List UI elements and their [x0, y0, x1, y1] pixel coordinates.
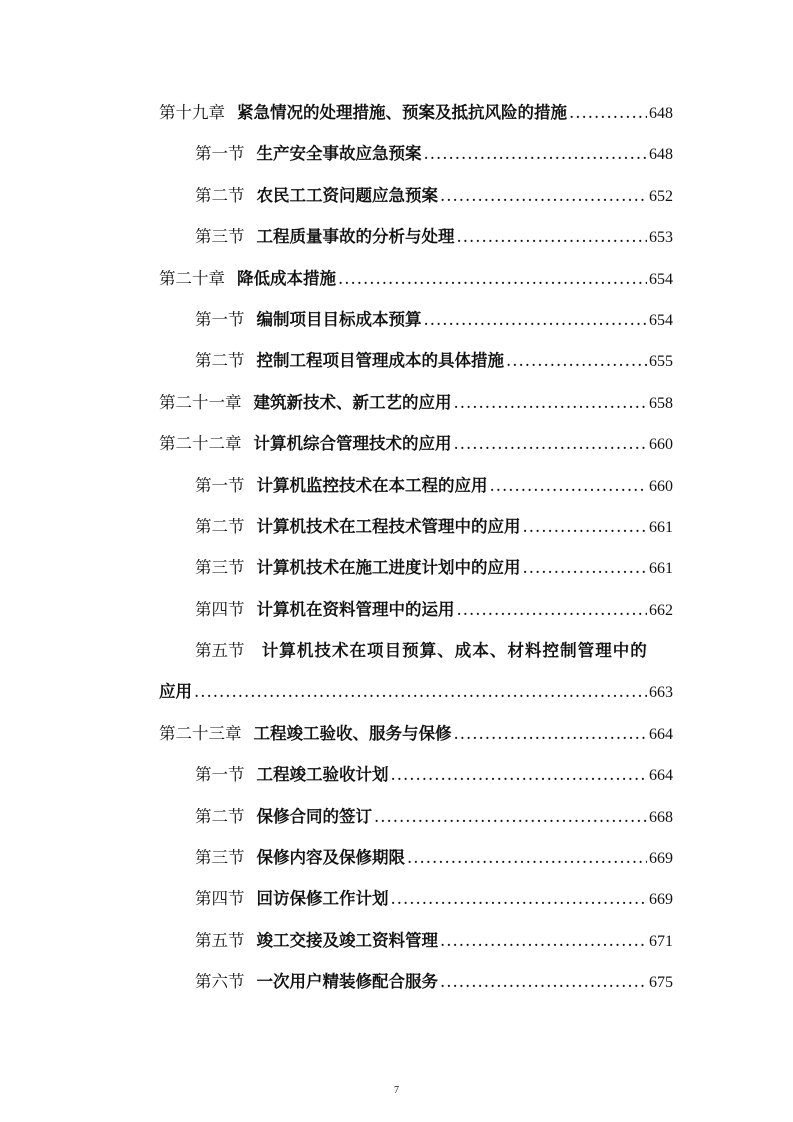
toc-entry-continuation[interactable] — [159, 671, 673, 712]
toc-entry-page: 668 — [649, 808, 673, 826]
toc-leader-dots — [490, 465, 648, 506]
toc-entry-section[interactable] — [159, 299, 673, 340]
toc-entry-title: 建筑新技术、新工艺的应用 — [253, 392, 452, 412]
toc-entry-number: 第二节 — [195, 185, 245, 205]
toc-entry-number: 第一节 — [195, 309, 245, 329]
toc-entry-title: 工程竣工验收计划 — [256, 765, 389, 785]
toc-entry-title: 计算机综合管理技术的应用 — [253, 434, 452, 454]
toc-entry-page: 660 — [649, 477, 673, 495]
toc-entry-chapter-20[interactable] — [159, 258, 673, 299]
toc-leader-dots — [440, 920, 647, 961]
toc-entry-number: 第五节 — [195, 930, 245, 950]
toc-entry-number: 第一节 — [195, 765, 245, 785]
toc-entry-title: 计算机在资料管理中的运用 — [256, 599, 455, 619]
toc-entry-page: 664 — [649, 725, 673, 743]
toc-entry-page: 652 — [649, 187, 673, 205]
toc-entry-title: 编制项目目标成本预算 — [256, 309, 422, 329]
toc-entry-number: 第一节 — [195, 475, 245, 495]
toc-entry-section[interactable] — [159, 837, 673, 878]
toc-leader-dots — [424, 299, 648, 340]
toc-entry-section[interactable] — [159, 175, 673, 216]
toc-entry-title-continuation: 应用 — [159, 682, 192, 702]
toc-entry-page: 662 — [649, 601, 673, 619]
toc-leader-dots — [374, 796, 647, 837]
toc-entry-page: 661 — [649, 518, 673, 536]
toc-entry-page: 671 — [649, 932, 673, 950]
toc-entry-number: 第二十一章 — [159, 392, 242, 412]
toc-entry-section[interactable] — [159, 754, 673, 795]
footer-page-number: 7 — [394, 1085, 399, 1096]
toc-leader-dots — [194, 671, 647, 712]
toc-entry-section-wrapped[interactable] — [159, 630, 673, 671]
toc-entry-section[interactable] — [159, 216, 673, 257]
toc-entry-title: 紧急情况的处理措施、预案及抵抗风险的措施 — [237, 103, 567, 122]
toc-leader-dots — [457, 589, 648, 630]
toc-entry-section[interactable] — [159, 133, 673, 174]
toc-entry-section[interactable] — [159, 589, 673, 630]
toc-entry-number: 第二十二章 — [159, 434, 242, 454]
toc-entry-chapter-23[interactable] — [159, 713, 673, 754]
toc-entry-title: 一次用户精装修配合服务 — [256, 972, 438, 992]
toc-entry-number: 第四节 — [195, 599, 245, 619]
toc-entry-chapter-21[interactable] — [159, 382, 673, 423]
toc-entry-page: 661 — [649, 560, 673, 578]
toc-entry-title: 保修合同的签订 — [256, 806, 372, 826]
toc-entry-title: 工程竣工验收、服务与保修 — [253, 723, 452, 743]
toc-entry-page: 648 — [649, 105, 673, 122]
toc-entry-number: 第二十章 — [159, 268, 225, 288]
toc-entry-title: 竣工交接及竣工资料管理 — [256, 930, 438, 950]
toc-entry-section[interactable] — [159, 961, 673, 1002]
toc-entry-number: 第二节 — [195, 806, 245, 826]
toc-entry-page: 663 — [649, 684, 673, 702]
toc-entry-number: 第三节 — [195, 558, 245, 578]
toc-entry-title: 农民工工资问题应急预案 — [256, 185, 438, 205]
toc-entry-section[interactable] — [159, 796, 673, 837]
toc-entry-title: 计算机技术在施工进度计划中的应用 — [256, 558, 521, 578]
toc-entry-title: 回访保修工作计划 — [256, 889, 389, 909]
toc-leader-dots — [424, 133, 648, 174]
toc-entry-page: 660 — [649, 436, 673, 454]
toc-entry-chapter-22[interactable] — [159, 423, 673, 464]
toc-entry-number: 第二十三章 — [159, 723, 242, 743]
toc-entry-page: 648 — [649, 146, 673, 164]
toc-entry-title: 生产安全事故应急预案 — [256, 144, 422, 164]
toc-entry-number: 第二节 — [195, 516, 245, 536]
toc-entry-page: 654 — [649, 311, 673, 329]
toc-entry-page: 658 — [649, 394, 673, 412]
toc-entry-section[interactable] — [159, 506, 673, 547]
toc-leader-dots — [391, 754, 648, 795]
toc-entry-section[interactable] — [159, 920, 673, 961]
toc-entry-number: 第三节 — [195, 848, 245, 868]
toc-entry-page: 655 — [649, 353, 673, 371]
toc-entry-page: 669 — [649, 850, 673, 868]
toc-leader-dots — [523, 547, 648, 588]
toc-entry-number: 第四节 — [195, 889, 245, 909]
toc-leader-dots — [440, 175, 647, 216]
toc-entry-page: 664 — [649, 767, 673, 785]
toc-entry-title: 降低成本措施 — [237, 268, 336, 288]
toc-entry-title: 计算机监控技术在本工程的应用 — [256, 475, 488, 495]
toc-entry-section[interactable] — [159, 547, 673, 588]
toc-entry-number: 第五节 — [195, 641, 245, 661]
toc-entry-title: 计算机技术在工程技术管理中的应用 — [256, 516, 521, 536]
toc-entry-page: 675 — [649, 974, 673, 992]
toc-entry-number: 第二节 — [195, 351, 245, 371]
toc-leader-dots — [506, 340, 647, 381]
toc-entry-number: 第三节 — [195, 227, 245, 247]
toc-entry-section[interactable] — [159, 878, 673, 919]
toc-leader-dots — [457, 216, 648, 257]
toc-entry-section[interactable] — [159, 340, 673, 381]
toc-entry-section[interactable] — [159, 465, 673, 506]
toc-leader-dots — [523, 506, 648, 547]
toc-entry-page: 653 — [649, 229, 673, 247]
toc-leader-dots — [454, 713, 648, 754]
toc-entry-title: 控制工程项目管理成本的具体措施 — [256, 351, 504, 371]
toc-entry-title: 工程质量事故的分析与处理 — [256, 227, 455, 247]
toc-entry-chapter-19[interactable] — [159, 92, 673, 133]
toc-entry-page: 654 — [649, 270, 673, 288]
toc-entry-number: 第一节 — [195, 144, 245, 164]
toc-leader-dots — [569, 92, 647, 133]
toc-leader-dots — [407, 837, 647, 878]
toc-leader-dots — [454, 382, 648, 423]
toc-leader-dots — [440, 961, 647, 1002]
toc-leader-dots — [338, 258, 647, 299]
toc-entry-title: 保修内容及保修期限 — [256, 848, 405, 868]
toc-leader-dots — [391, 878, 648, 919]
toc-entry-number: 第六节 — [195, 972, 245, 992]
table-of-contents — [159, 92, 673, 1003]
toc-leader-dots — [454, 423, 648, 464]
toc-entry-number: 第十九章 — [159, 103, 225, 122]
toc-entry-title: 计算机技术在项目预算、成本、材料控制管理中的 — [261, 641, 648, 661]
toc-entry-page: 669 — [649, 891, 673, 909]
